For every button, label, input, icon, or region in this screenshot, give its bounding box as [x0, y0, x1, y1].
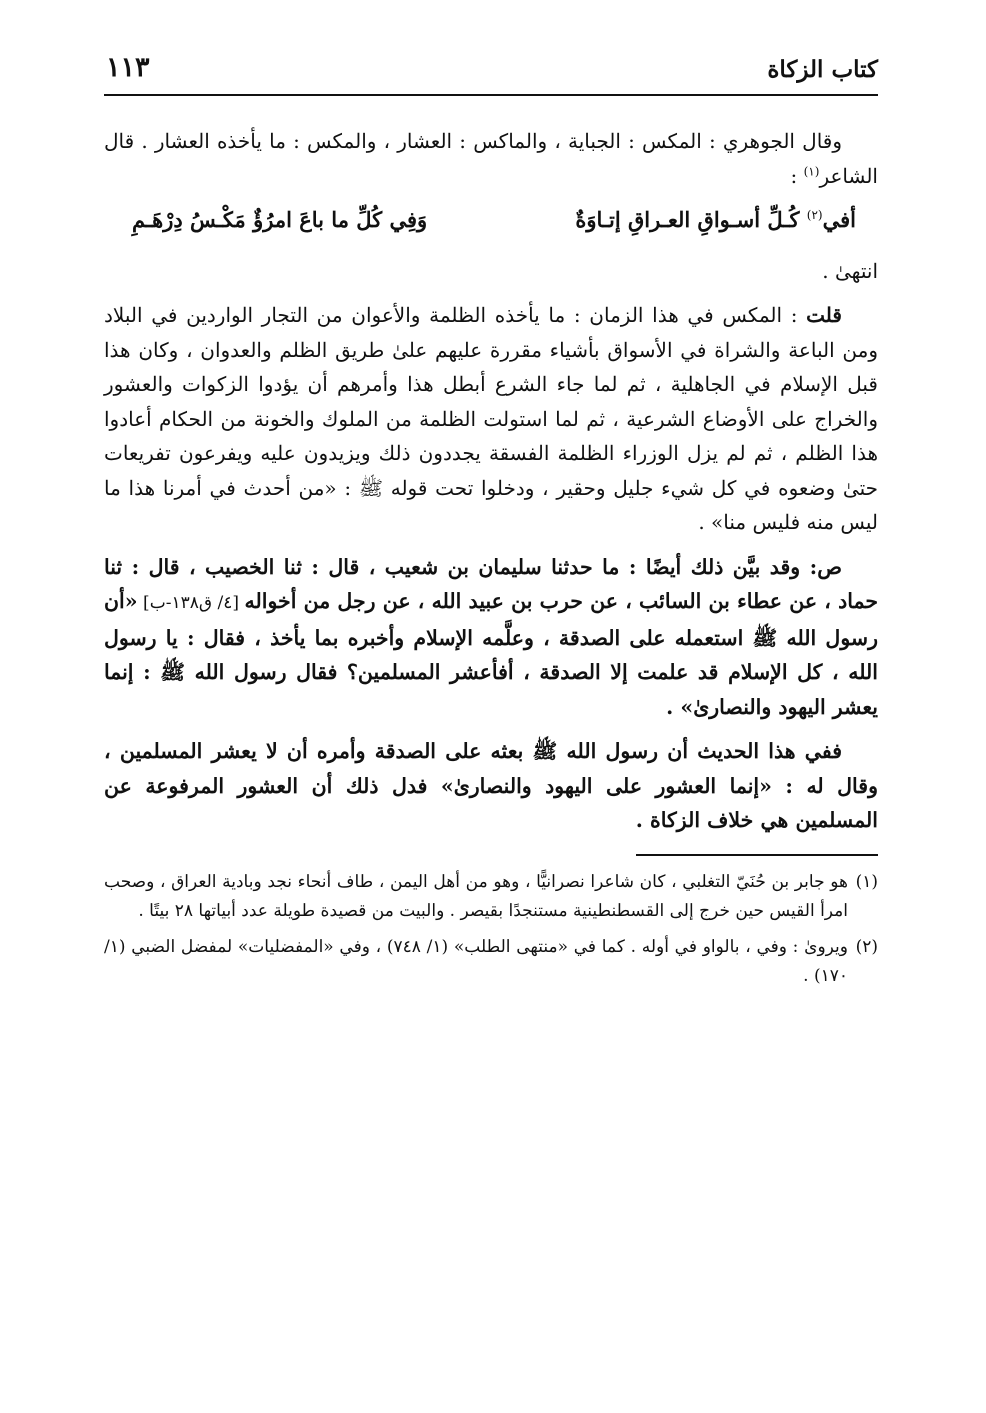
footnote-2: [104, 933, 878, 992]
footnote-ref-2[interactable]: (٢): [806, 208, 823, 222]
footnote-1-text: هو جابر بن حُنَيّ التغلبي ، كان شاعرا نصرانيًّا ، وهو من أهل اليمن ، طاف أنحاء نجد وبادية العراق ، وصحب امرأ القيس حين خرج إلى القسطنطينية مستنجدًا بقيصر . والبيت من قصيدة طويلة عدد أبياتها ٢٨ بيتًا .: [104, 871, 848, 921]
footnote-ref-1[interactable]: (١): [803, 163, 820, 178]
paragraph-hadith-isnad: [104, 550, 878, 725]
jawhari-colon: :: [790, 163, 804, 188]
verse-first-word: أفي: [822, 207, 856, 232]
book-page: [104, 50, 878, 1380]
main-text: [104, 124, 878, 838]
verse-first-hemistich: [575, 203, 856, 238]
qult-text: : المكس في هذا الزمان : ما يأخذه الظلمة والأعوان من التجار الواردين في البلاد ومن الباعة والشراة في الأسواق بأشياء مقررة عليهم علىٰ طريق الظلم والعدوان ، وكان هذا قبل الإسلام في الجاهلية ، ثم لما جاء الشرع أبطل هذا وأمرهم أن يؤدوا الزكوات والعشور والخراج على الأوضاع الشرعية ، ثم لما استولت الظلمة من الملوك والخونة من الحكام أعادوا هذا الظلم ، ثم لم يزل الوزراء الظلمة الفسقة يجددون ذلك ويزيدون عليه ويفرعون تفريعات حتىٰ وضعوه في كل شيء جليل وحقير ، ودخلوا تحت قوله ﷺ : «من أحدث في أمرنا هذا ما ليس منه فليس منا» .: [104, 303, 878, 534]
verse-second-hemistich: وَفِي كُلِّ ما باعَ امرُؤٌ مَكْـسُ دِرْهَـمِ: [132, 207, 428, 232]
verse-first-rest: كُـلِّ أسـواقِ العـراقِ إتـاوَةٌ: [575, 207, 800, 232]
footnotes: [104, 868, 878, 992]
footnote-1: [104, 868, 878, 927]
paragraph-jawhari: [104, 124, 878, 193]
paragraph-commentary: ففي هذا الحديث أن رسول الله ﷺ بعثه على الصدقة وأمره أن لا يعشر المسلمين ، وقال له : «إنما العشور على اليهود والنصارىٰ» فدل ذلك أن العشور المرفوعة عن المسلمين هي خلاف الزكاة .: [104, 739, 878, 832]
isnad-text: ص: وقد بيَّن ذلك أيضًا : ما حدثنا سليمان بن شعيب ، قال : ثنا الخصيب ، قال : ثنا حماد ، عن عطاء بن السائب ، عن حرب بن عبيد الله ، عن رجل من أخواله: [104, 554, 878, 613]
jawhari-line-1: وقال الجوهري : المكس : الجباية ، والماكس : العشار ، والمكس : ما يأخذه: [216, 129, 842, 153]
header-divider: [104, 94, 878, 96]
footnote-2-text: ويروىٰ : وفي ، بالواو في أوله . كما في «منتهى الطلب» (١/ ٧٤٨) ، وفي «المفضليات» لمفضل الضبي (١/ ١٧٠) .: [104, 936, 848, 986]
footnote-1-number: (١): [855, 871, 878, 892]
jawhari-line-2: العشار . قال الشاعر: [104, 129, 878, 188]
footnote-2-number: (٢): [855, 936, 878, 957]
poetry-verse: [132, 203, 856, 238]
chapter-title: كتاب الزكاة: [767, 56, 878, 83]
footnote-divider: [636, 854, 878, 856]
manuscript-marker: [٤/ ق١٣٨-ب]: [137, 593, 245, 613]
paragraph-intaha: انتهىٰ .: [822, 258, 878, 283]
page-header: [104, 50, 878, 94]
qult-label: قلت: [806, 303, 842, 327]
hadith-text: «أن رسول الله ﷺ استعمله على الصدقة ، وعلَّمه الإسلام وأخبره بما يأخذ ، فقال : يا رسول الله ، كل الإسلام قد علمت إلا الصدقة ، أفأعشر المسلمين؟ فقال رسول الله ﷺ : إنما يعشر اليهود والنصارىٰ» .: [104, 589, 878, 719]
paragraph-qult: [104, 298, 878, 540]
page-number: ١١٣: [106, 52, 150, 83]
